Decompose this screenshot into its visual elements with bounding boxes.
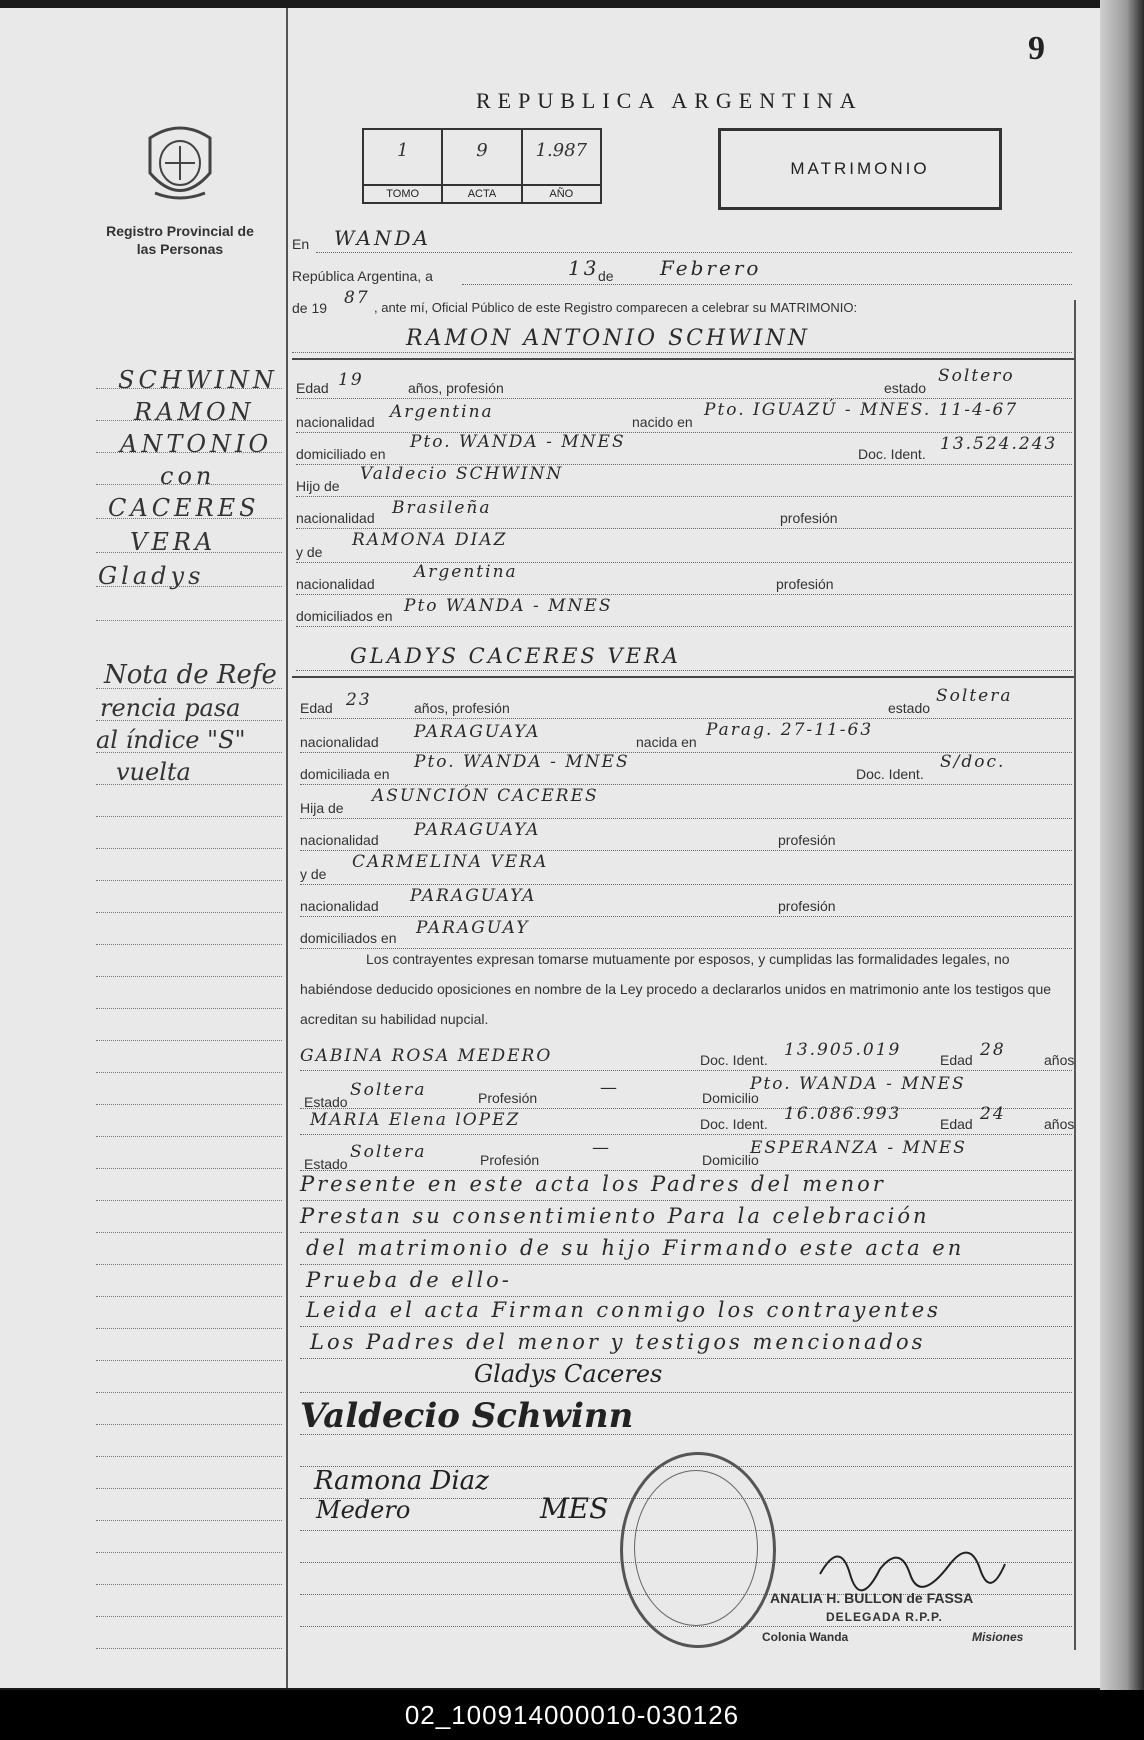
groom-nacido-label: nacido en — [632, 414, 693, 430]
witness-1-anos-label: años — [1044, 1052, 1075, 1068]
bride-nacida: Parag. 27-11-63 — [706, 720, 874, 740]
signature-initials: MES — [540, 1492, 609, 1525]
witness-2-edad: 24 — [980, 1104, 1006, 1124]
witness-2-doc-label: Doc. Ident. — [700, 1116, 768, 1132]
witness-2-doc: 16.086.993 — [784, 1104, 902, 1124]
bride-nac: PARAGUAYA — [414, 722, 541, 742]
bride-doc: S/doc. — [940, 752, 1006, 772]
groom-doc-label: Doc. Ident. — [858, 446, 926, 462]
groom-nac-label: nacionalidad — [296, 414, 375, 430]
scan-id: 02_100914000010-030126 — [0, 1690, 1144, 1740]
witness-1-estado-label: Estado — [304, 1094, 348, 1110]
witness-1-prof: — — [600, 1078, 619, 1098]
witness-1-doc-label: Doc. Ident. — [700, 1052, 768, 1068]
annotation-3: del matrimonio de su hijo Firmando este acta en — [306, 1236, 965, 1260]
margin-note-3: al índice "S" — [96, 726, 246, 754]
official-stamp-inner — [634, 1470, 758, 1626]
official-place: Colonia Wanda — [762, 1630, 849, 1644]
witness-2-prof-label: Profesión — [480, 1152, 540, 1168]
groom-edad-label: Edad — [296, 380, 329, 396]
legal-text: Los contrayentes expresan tomarse mutuamente por esposos, y cumplidas las formalidades legales, no habiéndose deducido oposiciones en nombre de la Ley procedo a declararlos unidos en matrimonio ante los testigos que acreditan su habilidad nupcial. — [300, 951, 1052, 1027]
groom-padre-prof-label: profesión — [780, 510, 838, 526]
bride-name: GLADYS CACERES VERA — [350, 644, 681, 668]
bride-padres-dom-label: domiciliados en — [300, 930, 397, 946]
signature-bride: Gladys Caceres — [474, 1360, 663, 1388]
witness-2-estado: Soltera — [350, 1142, 427, 1162]
reference-box — [362, 128, 602, 204]
ano-label: AÑO — [523, 184, 600, 202]
official-province: Misiones — [972, 1630, 1024, 1644]
bride-dom: Pto. WANDA - MNES — [414, 752, 630, 772]
bride-dom-label: domiciliada en — [300, 766, 390, 782]
groom-padres-dom-label: domiciliados en — [296, 608, 393, 624]
signature-mother: Ramona Diaz — [314, 1466, 489, 1496]
en-label: En — [292, 236, 310, 252]
margin-name-5: CACERES — [108, 494, 260, 522]
bride-padre-nac-label: nacionalidad — [300, 832, 379, 848]
groom-madre-prof-label: profesión — [776, 576, 834, 592]
witness-1-dom: Pto. WANDA - MNES — [750, 1074, 966, 1094]
margin-note-2: rencia pasa — [100, 694, 241, 722]
groom-profesion-label: años, profesión — [408, 380, 504, 396]
annotation-1: Presente en este acta los Padres del menor — [300, 1172, 886, 1196]
annotation-2: Prestan su consentimiento Para la celebración — [300, 1204, 930, 1228]
document-title: REPUBLICA ARGENTINA — [476, 88, 863, 113]
month-value: Febrero — [660, 256, 762, 280]
year-prefix: de 19 — [292, 300, 328, 316]
groom-estado: Soltero — [938, 366, 1015, 386]
annotation-4: Prueba de ello- — [306, 1268, 512, 1292]
bride-madre: CARMELINA VERA — [352, 852, 549, 872]
signature-witness: Medero — [316, 1496, 411, 1524]
witness-1-estado: Soltera — [350, 1080, 427, 1100]
bride-nac-label: nacionalidad — [300, 734, 379, 750]
groom-edad: 19 — [338, 370, 364, 390]
margin-name-1: SCHWINN — [118, 366, 278, 394]
annotation-6: Los Padres del menor y testigos mencionados — [310, 1330, 926, 1354]
de-label: de — [598, 268, 614, 284]
margin-name-6: VERA — [130, 528, 217, 556]
groom-madre-label: y de — [296, 544, 323, 560]
witness-2-prof: — — [592, 1138, 611, 1158]
ano-value: 1.987 — [535, 140, 588, 161]
groom-madre-nac-label: nacionalidad — [296, 576, 375, 592]
bride-padre-prof-label: profesión — [778, 832, 836, 848]
tomo-value: 1 — [396, 140, 409, 161]
bride-profesion-label: años, profesión — [414, 700, 510, 716]
groom-name: RAMON ANTONIO SCHWINN — [406, 326, 810, 351]
margin-note-1: Nota de Refe — [104, 660, 277, 690]
bride-padre-nac: PARAGUAYA — [414, 820, 541, 840]
groom-doc: 13.524.243 — [940, 434, 1058, 454]
groom-dom-label: domiciliado en — [296, 446, 386, 462]
groom-nac: Argentina — [390, 402, 494, 422]
day-value: 13 — [568, 256, 600, 280]
bride-edad: 23 — [346, 690, 372, 710]
coat-of-arms-icon — [140, 118, 220, 208]
witness-2-edad-label: Edad — [940, 1116, 973, 1132]
bride-padre-label: Hija de — [300, 800, 344, 816]
bride-padre: ASUNCIÓN CACERES — [372, 786, 599, 806]
document-type: MATRIMONIO — [718, 128, 1002, 210]
page-number: 9 — [1028, 30, 1045, 67]
bride-madre-label: y de — [300, 866, 327, 882]
bride-madre-nac: PARAGUAYA — [410, 886, 537, 906]
witness-1-edad: 28 — [980, 1040, 1006, 1060]
witness-1-dom-label: Domicilio — [702, 1090, 759, 1106]
groom-padre-nac-label: nacionalidad — [296, 510, 375, 526]
tomo-label: TOMO — [364, 184, 441, 202]
bride-edad-label: Edad — [300, 700, 333, 716]
margin-name-3: ANTONIO — [120, 430, 273, 458]
witness-1-edad-label: Edad — [940, 1052, 973, 1068]
republica-label: República Argentina, a — [292, 268, 433, 284]
margin-note-4: vuelta — [116, 758, 191, 786]
bride-nacida-label: nacida en — [636, 734, 697, 750]
official-title: DELEGADA R.P.P. — [826, 1610, 943, 1624]
margin-name-7: Gladys — [98, 562, 205, 590]
bride-padres-dom: PARAGUAY — [416, 918, 530, 938]
margin-name-2: RAMON — [134, 398, 255, 426]
witness-2-anos-label: años — [1044, 1116, 1075, 1132]
registry-name: Registro Provincial de las Personas — [106, 223, 254, 257]
place-value: WANDA — [334, 226, 431, 250]
bride-madre-nac-label: nacionalidad — [300, 898, 379, 914]
official-name: ANALIA H. BULLON de FASSA — [770, 1590, 974, 1606]
statement: , ante mí, Oficial Público de este Registro comparecen a celebrar su MATRIMONIO: — [374, 300, 858, 315]
groom-padre-label: Hijo de — [296, 478, 340, 494]
acta-value: 9 — [476, 140, 488, 161]
official-signature-icon — [810, 1534, 1010, 1594]
margin-name-4: con — [160, 462, 216, 490]
groom-nacido: Pto. IGUAZÚ - MNES. 11-4-67 — [704, 400, 1019, 420]
bride-doc-label: Doc. Ident. — [856, 766, 924, 782]
groom-padre: Valdecio SCHWINN — [360, 464, 564, 484]
acta-label: ACTA — [443, 184, 520, 202]
witness-1-doc: 13.905.019 — [784, 1040, 902, 1060]
witness-2-name: MARIA Elena lOPEZ — [310, 1110, 521, 1130]
year-suffix: 87 — [344, 288, 370, 308]
annotation-5: Leida el acta Firman conmigo los contrayentes — [306, 1298, 941, 1322]
groom-padres-dom: Pto WANDA - MNES — [404, 596, 613, 616]
groom-madre-nac: Argentina — [414, 562, 518, 582]
groom-dom: Pto. WANDA - MNES — [410, 432, 626, 452]
groom-madre: RAMONA DIAZ — [352, 530, 508, 550]
signature-father: Valdecio Schwinn — [300, 1396, 634, 1436]
witness-2-estado-label: Estado — [304, 1156, 348, 1172]
groom-padre-nac: Brasileña — [392, 498, 492, 518]
book-binding — [1100, 0, 1144, 1690]
witness-1-name: GABINA ROSA MEDERO — [300, 1046, 553, 1066]
bride-estado: Soltera — [936, 686, 1013, 706]
bride-estado-label: estado — [888, 700, 931, 716]
witness-2-dom: ESPERANZA - MNES — [750, 1138, 967, 1158]
bride-madre-prof-label: profesión — [778, 898, 836, 914]
witness-2-dom-label: Domicilio — [702, 1152, 759, 1168]
groom-estado-label: estado — [884, 380, 927, 396]
witness-1-prof-label: Profesión — [478, 1090, 538, 1106]
